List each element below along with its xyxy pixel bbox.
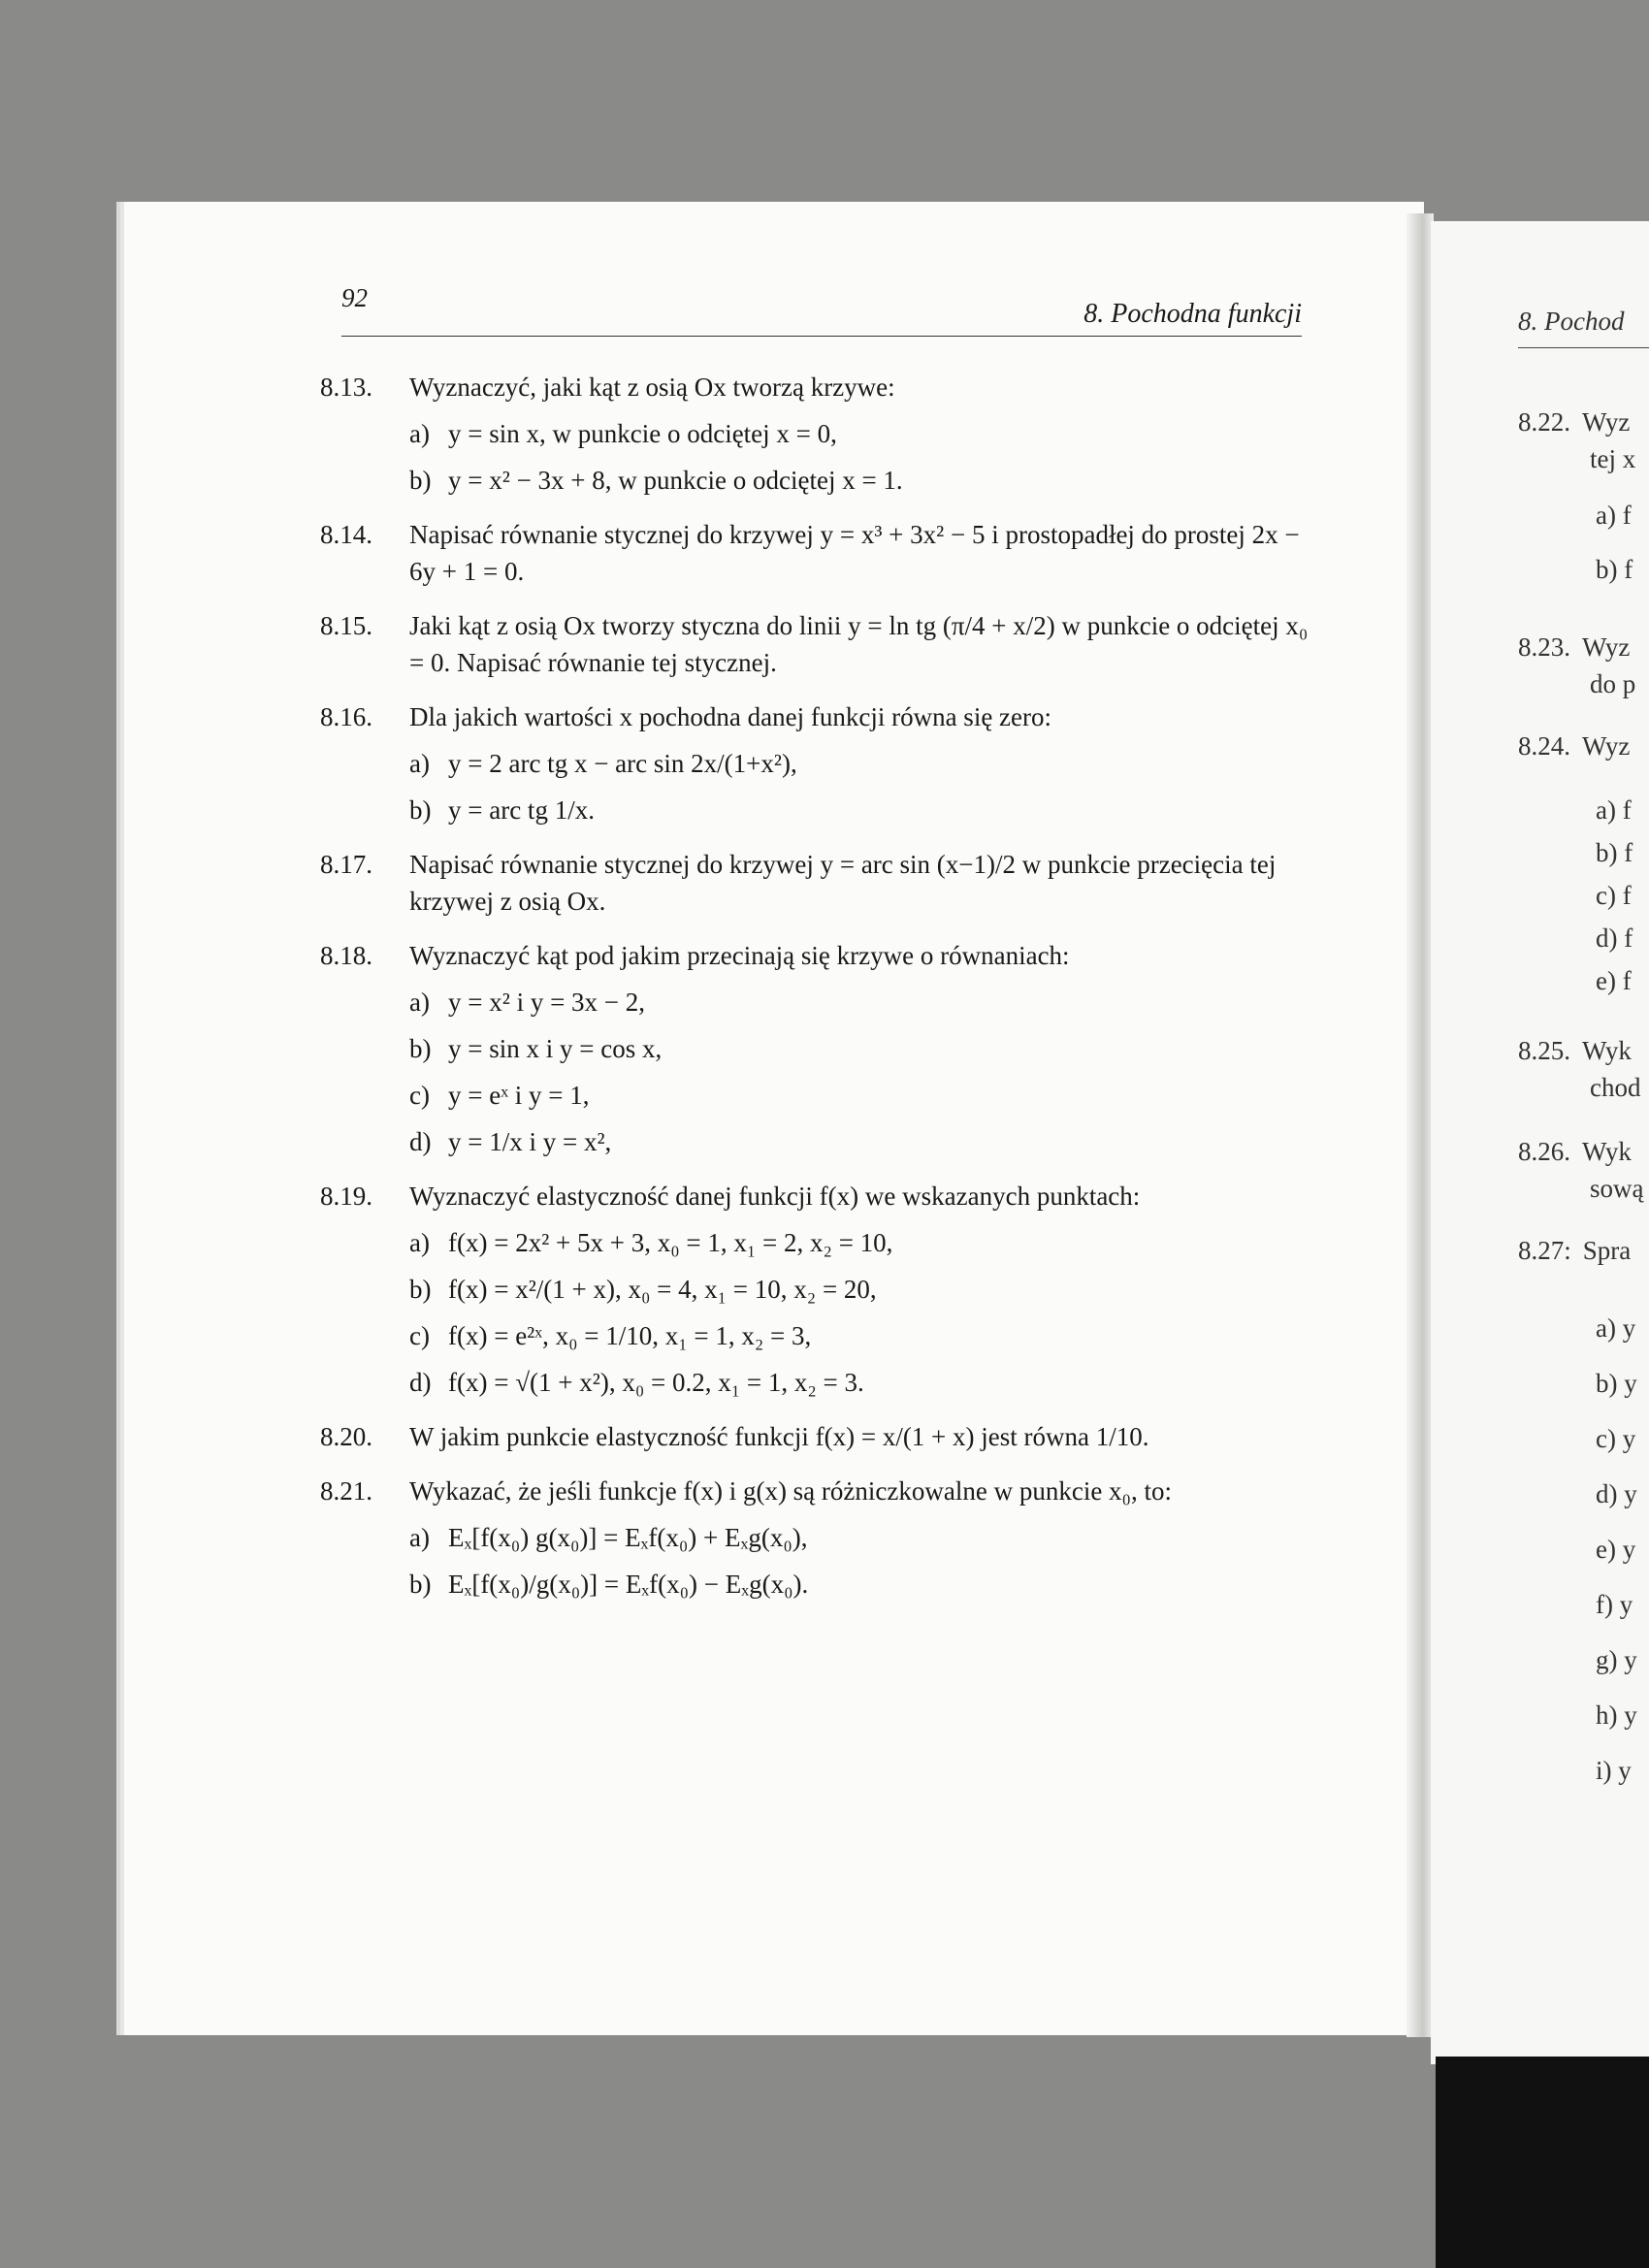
- subitem-label: d): [409, 1368, 432, 1397]
- exercise: [320, 1473, 1310, 1603]
- exercise: [320, 698, 1310, 828]
- subitem-label: a): [409, 749, 430, 778]
- exercise-number: 8.18.: [320, 941, 372, 970]
- right-subitem: a) y: [1596, 1313, 1636, 1343]
- right-exercise-continuation: tej x: [1590, 444, 1636, 473]
- right-exercise: [1518, 1232, 1631, 1269]
- exercise-text: Wyznaczyć elastyczność danej funkcji f(x) we wskazanych punktach:: [409, 1182, 1141, 1211]
- subitem-formula: y = 2 arc tg x − arc sin 2x/(1+x²),: [448, 749, 797, 778]
- exercise-subitem: [409, 1030, 1310, 1067]
- exercise-subitem: [409, 1271, 1310, 1308]
- exercise-text: Dla jakich wartości x pochodna danej funkcji równa się zero:: [409, 702, 1052, 731]
- subitem-label: a): [409, 1228, 430, 1257]
- exercise-subitem: [409, 1123, 1310, 1160]
- subitem-formula: y = arc tg 1/x.: [448, 795, 595, 825]
- right-subitem: d) f: [1596, 923, 1633, 953]
- right-page-header: 8. Pochod: [1518, 307, 1625, 336]
- right-exercise: [1518, 1133, 1632, 1170]
- right-subitem: b) f: [1596, 555, 1633, 584]
- right-exercise-text: Spra: [1582, 1236, 1632, 1265]
- right-exercise-number: 8.24.: [1518, 731, 1570, 761]
- subitem-formula: y = sin x i y = cos x,: [448, 1034, 663, 1063]
- right-subitem: c) y: [1596, 1424, 1636, 1453]
- exercise-subitem: [409, 1077, 1310, 1114]
- page-number: 92: [341, 283, 368, 312]
- right-subitem: i) y: [1596, 1756, 1632, 1785]
- exercise-number: 8.19.: [320, 1182, 372, 1211]
- right-subitem: b) f: [1596, 838, 1633, 867]
- right-exercise: [1518, 629, 1630, 665]
- right-subitem: e) y: [1596, 1535, 1636, 1564]
- right-exercise-number: 8.27:: [1518, 1236, 1571, 1265]
- exercise-text: Napisać równanie stycznej do krzywej y = arc sin (x−1)/2 w punkcie przecięcia tej krzywej z osią Ox.: [409, 850, 1277, 916]
- exercise: [320, 846, 1310, 920]
- subitem-formula: Eₓ[f(x₀) g(x₀)] = Eₓf(x₀) + Eₓg(x₀),: [448, 1523, 808, 1552]
- subitem-formula: f(x) = 2x² + 5x + 3, x₀ = 1, x₁ = 2, x₂ = 10,: [448, 1228, 893, 1257]
- right-subitem: g) y: [1596, 1645, 1637, 1674]
- exercise: [320, 1178, 1310, 1401]
- exercise: [320, 937, 1310, 1160]
- exercise-number: 8.16.: [320, 702, 372, 731]
- right-subitem: e) f: [1596, 966, 1632, 995]
- right-subitem: h) y: [1596, 1701, 1637, 1730]
- exercise-text: Wyznaczyć kąt pod jakim przecinają się krzywe o równaniach:: [409, 941, 1070, 970]
- right-exercise: [1518, 728, 1630, 764]
- right-exercise-text: Wyk: [1582, 1137, 1632, 1166]
- subitem-formula: y = 1/x i y = x²,: [448, 1127, 612, 1156]
- right-exercise-continuation: do p: [1590, 669, 1636, 698]
- exercise-subitem: [409, 1224, 1310, 1261]
- exercise-number: 8.20.: [320, 1422, 372, 1451]
- exercise-subitem: [409, 1566, 1310, 1603]
- exercise-number: 8.17.: [320, 850, 372, 879]
- exercise-number: 8.21.: [320, 1476, 372, 1506]
- exercise-number: 8.13.: [320, 373, 372, 402]
- subitem-formula: f(x) = e²ˣ, x₀ = 1/10, x₁ = 1, x₂ = 3,: [448, 1321, 812, 1350]
- right-exercise-continuation: chod: [1590, 1073, 1641, 1102]
- right-exercise-text: Wyk: [1582, 1036, 1632, 1065]
- right-subitem: a) f: [1596, 501, 1632, 530]
- subitem-label: b): [409, 466, 432, 495]
- chapter-title: 8. Pochodna funkcji: [1083, 299, 1302, 329]
- exercise-subitem: [409, 1317, 1310, 1354]
- exercise-subitem: [409, 792, 1310, 828]
- subitem-formula: y = sin x, w punkcie o odciętej x = 0,: [448, 419, 837, 448]
- subitem-label: d): [409, 1127, 432, 1156]
- exercise: [320, 1418, 1310, 1455]
- right-subitem: d) y: [1596, 1479, 1637, 1508]
- exercise: [320, 607, 1310, 681]
- book-gutter: [1406, 213, 1434, 2037]
- right-subitem: f) y: [1596, 1590, 1633, 1619]
- exercise-text: Wyznaczyć, jaki kąt z osią Ox tworzą krzywe:: [409, 373, 895, 402]
- exercise: [320, 369, 1310, 499]
- page-header: [341, 281, 1302, 337]
- exercise-subitem: [409, 984, 1310, 1021]
- right-exercise: [1518, 404, 1630, 440]
- right-exercise-text: Wyz: [1582, 407, 1631, 437]
- subitem-label: a): [409, 419, 430, 448]
- exercise-text: Napisać równanie stycznej do krzywej y = x³ + 3x² − 5 i prostopadłej do prostej 2x − 6y + 1 = 0.: [409, 520, 1300, 586]
- subitem-formula: y = x² i y = 3x − 2,: [448, 988, 646, 1017]
- right-subitem: b) y: [1596, 1369, 1637, 1398]
- right-exercise-number: 8.25.: [1518, 1036, 1570, 1065]
- subitem-label: b): [409, 1275, 432, 1304]
- right-exercise-text: Wyz: [1582, 632, 1631, 662]
- exercise-number: 8.14.: [320, 520, 372, 549]
- right-exercise-number: 8.22.: [1518, 407, 1570, 437]
- right-exercise-number: 8.26.: [1518, 1137, 1570, 1166]
- subitem-formula: y = x² − 3x + 8, w punkcie o odciętej x = 1.: [448, 466, 903, 495]
- subitem-label: b): [409, 1034, 432, 1063]
- subitem-formula: y = eˣ i y = 1,: [448, 1081, 590, 1110]
- subitem-formula: f(x) = x²/(1 + x), x₀ = 4, x₁ = 10, x₂ = 20,: [448, 1275, 877, 1304]
- exercise-text: Jaki kąt z osią Ox tworzy styczna do linii y = ln tg (π/4 + x/2) w punkcie o odciętej x₀ = 0. Napisać równanie tej stycznej.: [409, 611, 1309, 677]
- subitem-label: c): [409, 1081, 430, 1110]
- right-exercise: [1518, 1032, 1632, 1069]
- right-exercise-number: 8.23.: [1518, 632, 1570, 662]
- exercise-subitem: [409, 1364, 1310, 1401]
- exercise-subitem: [409, 745, 1310, 782]
- subitem-label: a): [409, 1523, 430, 1552]
- exercise: [320, 516, 1310, 590]
- subitem-formula: Eₓ[f(x₀)/g(x₀)] = Eₓf(x₀) − Eₓg(x₀).: [448, 1570, 809, 1599]
- right-page-content: [1518, 303, 1649, 1816]
- right-exercise-continuation: sową: [1590, 1174, 1644, 1203]
- exercise-subitem: [409, 415, 1310, 452]
- subitem-label: b): [409, 1570, 432, 1599]
- subitem-label: c): [409, 1321, 430, 1350]
- right-subitem: a) f: [1596, 795, 1632, 825]
- right-header-rule: [1518, 347, 1649, 348]
- scanner-background: [1436, 2057, 1649, 2268]
- right-subitem: c) f: [1596, 881, 1632, 910]
- exercise-list: [320, 369, 1310, 1620]
- exercise-subitem: [409, 462, 1310, 499]
- exercise-subitem: [409, 1519, 1310, 1556]
- exercise-text: Wykazać, że jeśli funkcje f(x) i g(x) są różniczkowalne w punkcie x₀, to:: [409, 1476, 1172, 1506]
- subitem-formula: f(x) = √(1 + x²), x₀ = 0.2, x₁ = 1, x₂ = 3.: [448, 1368, 864, 1397]
- right-exercise-text: Wyz: [1582, 731, 1631, 761]
- subitem-label: a): [409, 988, 430, 1017]
- exercise-text: W jakim punkcie elastyczność funkcji f(x) = x/(1 + x) jest równa 1/10.: [409, 1422, 1149, 1451]
- subitem-label: b): [409, 795, 432, 825]
- exercise-number: 8.15.: [320, 611, 372, 640]
